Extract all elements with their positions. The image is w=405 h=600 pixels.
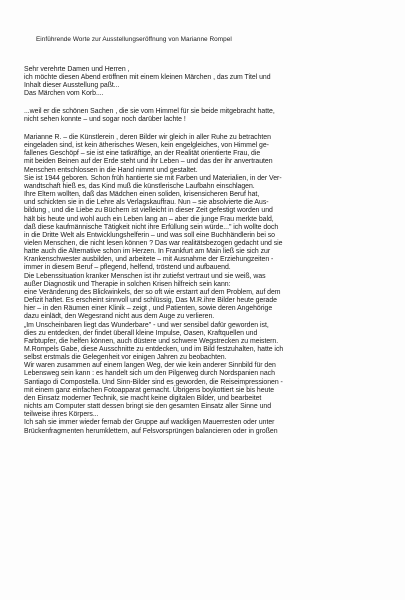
text-line: hält bis heute und wohl auch ein Leben lang an – aber die junge Frau merkte bald,: [24, 215, 274, 223]
document-title: Einführende Worte zur Ausstellungseröffnung von Marianne Rompel: [36, 36, 232, 43]
text-line: selbst erstmals die Gelegenheit vor einigen Jahren zu beobachten.: [24, 354, 227, 362]
body-text: [24, 134, 383, 436]
text-line: eingeladen sind, ist kein ätherisches Wesen, kein engelgleiches, von Himmel ge-: [24, 142, 269, 150]
text-line: in die Dritte Welt als Entwicklungshelferin – und was soll eine Buchhändlerin bei so: [24, 231, 275, 239]
text-line: Sehr verehrte Damen und Herren ,: [24, 66, 130, 73]
text-line: Inhalt dieser Ausstellung paßt...: [24, 82, 120, 90]
text-line: Farbtupfer, die helfen können, auch düstere und schwere Wegstrecken zu meistern.: [24, 337, 279, 345]
text-line: mit einem ganz einfachen Fotoapparat gemacht. Übrigens boykottiert sie bis heute: [24, 386, 275, 394]
text-line: hatte auch die Alternative schon im Herzen. In Frankfurt am Main ließ sie sich zur: [24, 248, 271, 256]
text-line: nicht sehen konnte – und sogar noch darüber lachte !: [24, 115, 186, 123]
text-line: nichts am Computer statt dessen bringt sie den gesamten Einsatz aller Sinne und: [24, 403, 272, 411]
text-line: Brückenfragmenten herumklettern, auf Felsvorsprüngen balancieren oder in großen: [24, 427, 278, 435]
text-line: Ich sah sie immer wieder fernab der Gruppe auf wackligen Mauerresten oder unter: [24, 419, 275, 427]
text-line: ich möchte diesen Abend eröffnen mit einem kleinen Märchen , das zum Titel und: [24, 74, 271, 82]
text-line: M.Rompels Gabe, diese Ausschnitte zu entdecken, und im Bild festzuhalten, hatte ich: [24, 346, 284, 353]
text-line: eine Veränderung des Blickwinkels, der so oft wie erstarrt auf dem Problem, auf dem: [24, 288, 281, 296]
text-line: den Einsatz moderner Technik, sie macht keine digitalen Bilder, und bearbeitet: [24, 394, 262, 402]
text-line: dazu einlädt, den Wegesrand nicht aus dem Auge zu verlieren.: [24, 313, 215, 321]
text-line: außer Diagnostik und Therapie in solchen Krisen hilfreich sein kann:: [24, 280, 231, 288]
text-line: „Im Unscheinbaren liegt das Wunderbare" - und wer sensibel dafür geworden ist,: [24, 321, 269, 329]
quote-paragraph: [24, 108, 383, 124]
text-line: immer in diesem Beruf – pflegend, helfend, tröstend und aufbauend.: [24, 264, 231, 272]
text-line: Krankenschwester ausbilden, und arbeitete – mit Ausnahme der Erziehungzeiten -: [24, 256, 274, 264]
text-line: fallenes Geschöpf – sie ist eine tatkräftige, an der Realität orientierte Frau, die: [24, 150, 261, 158]
text-line: Das Märchen vom Korb....: [24, 90, 104, 98]
text-line: hier – in den Räumen einer Klinik – zeigt , und Patienten, sowie deren Angehörige: [24, 305, 273, 313]
text-line: Menschen entschlossen in die Hand nimmt und gestaltet.: [24, 166, 198, 174]
text-line: bildung , und die Liebe zu Büchern ist vielleicht in dieser Zeit gefestigt worden und: [24, 207, 273, 215]
text-line: daß diese kaufmännische Tätigkeit nicht ihre Erfüllung sein würde..." ich wollte doch: [24, 223, 279, 231]
text-line: wandtschaft hieß es, das Kind muß die künstlerische Laufbahn einschlagen.: [24, 182, 255, 190]
text-line: Marianne R. – die Künstlerein , deren Bilder wir gleich in aller Ruhe zu betrachten: [24, 133, 271, 141]
text-line: vielen Menschen, die nicht lesen können ? Das war realitätsbezogen gedacht und sie: [24, 239, 283, 247]
text-line: ...weil er die schönen Sachen , die sie vom Himmel für sie beide mitgebracht hatte,: [24, 107, 275, 115]
text-line: und schickten sie in die Lehre als Verlagskauffrau. Nun – sie absolvierte die Aus-: [24, 199, 269, 207]
text-line: teilweise ihres Körpers...: [24, 411, 99, 419]
intro-paragraph: [24, 66, 383, 99]
text-line: Defizit haftet. Es erscheint sinnvoll und schlüssig, Das M.R.ihre Bilder heute gerade: [24, 297, 277, 305]
text-line: Die Lebenssituation kranker Menschen ist ihr zutiefst vertraut und sie weiß, was: [24, 272, 266, 280]
text-line: Ihre Eltern wollten, daß das Mädchen einen soliden, krisensicheren Beruf hat,: [24, 191, 260, 199]
text-line: Santiago di Compostella. Und Sinn-Bilder sind es geworden, die Reiseimpressionen -: [24, 378, 283, 386]
text-line: Sie ist 1944 geboren. Schon früh hantierte sie mit Farben und Materialien, in der Ver-: [24, 174, 282, 182]
text-line: Wir waren zusammen auf einem langen Weg, der wie kein anderer Sinnbild für den: [24, 362, 276, 370]
text-line: dies zu entdecken, der findet überall kleine Impulse, Oasen, Kraftquellen und: [24, 329, 258, 337]
text-line: mit beiden Beinen auf der Erde steht und ihr Leben – und das der ihr anvertrauten: [24, 158, 273, 166]
text-line: Lebensweg sein kann : es handelt sich um den Pilgerweg durch Nordspanien nach: [24, 370, 275, 378]
